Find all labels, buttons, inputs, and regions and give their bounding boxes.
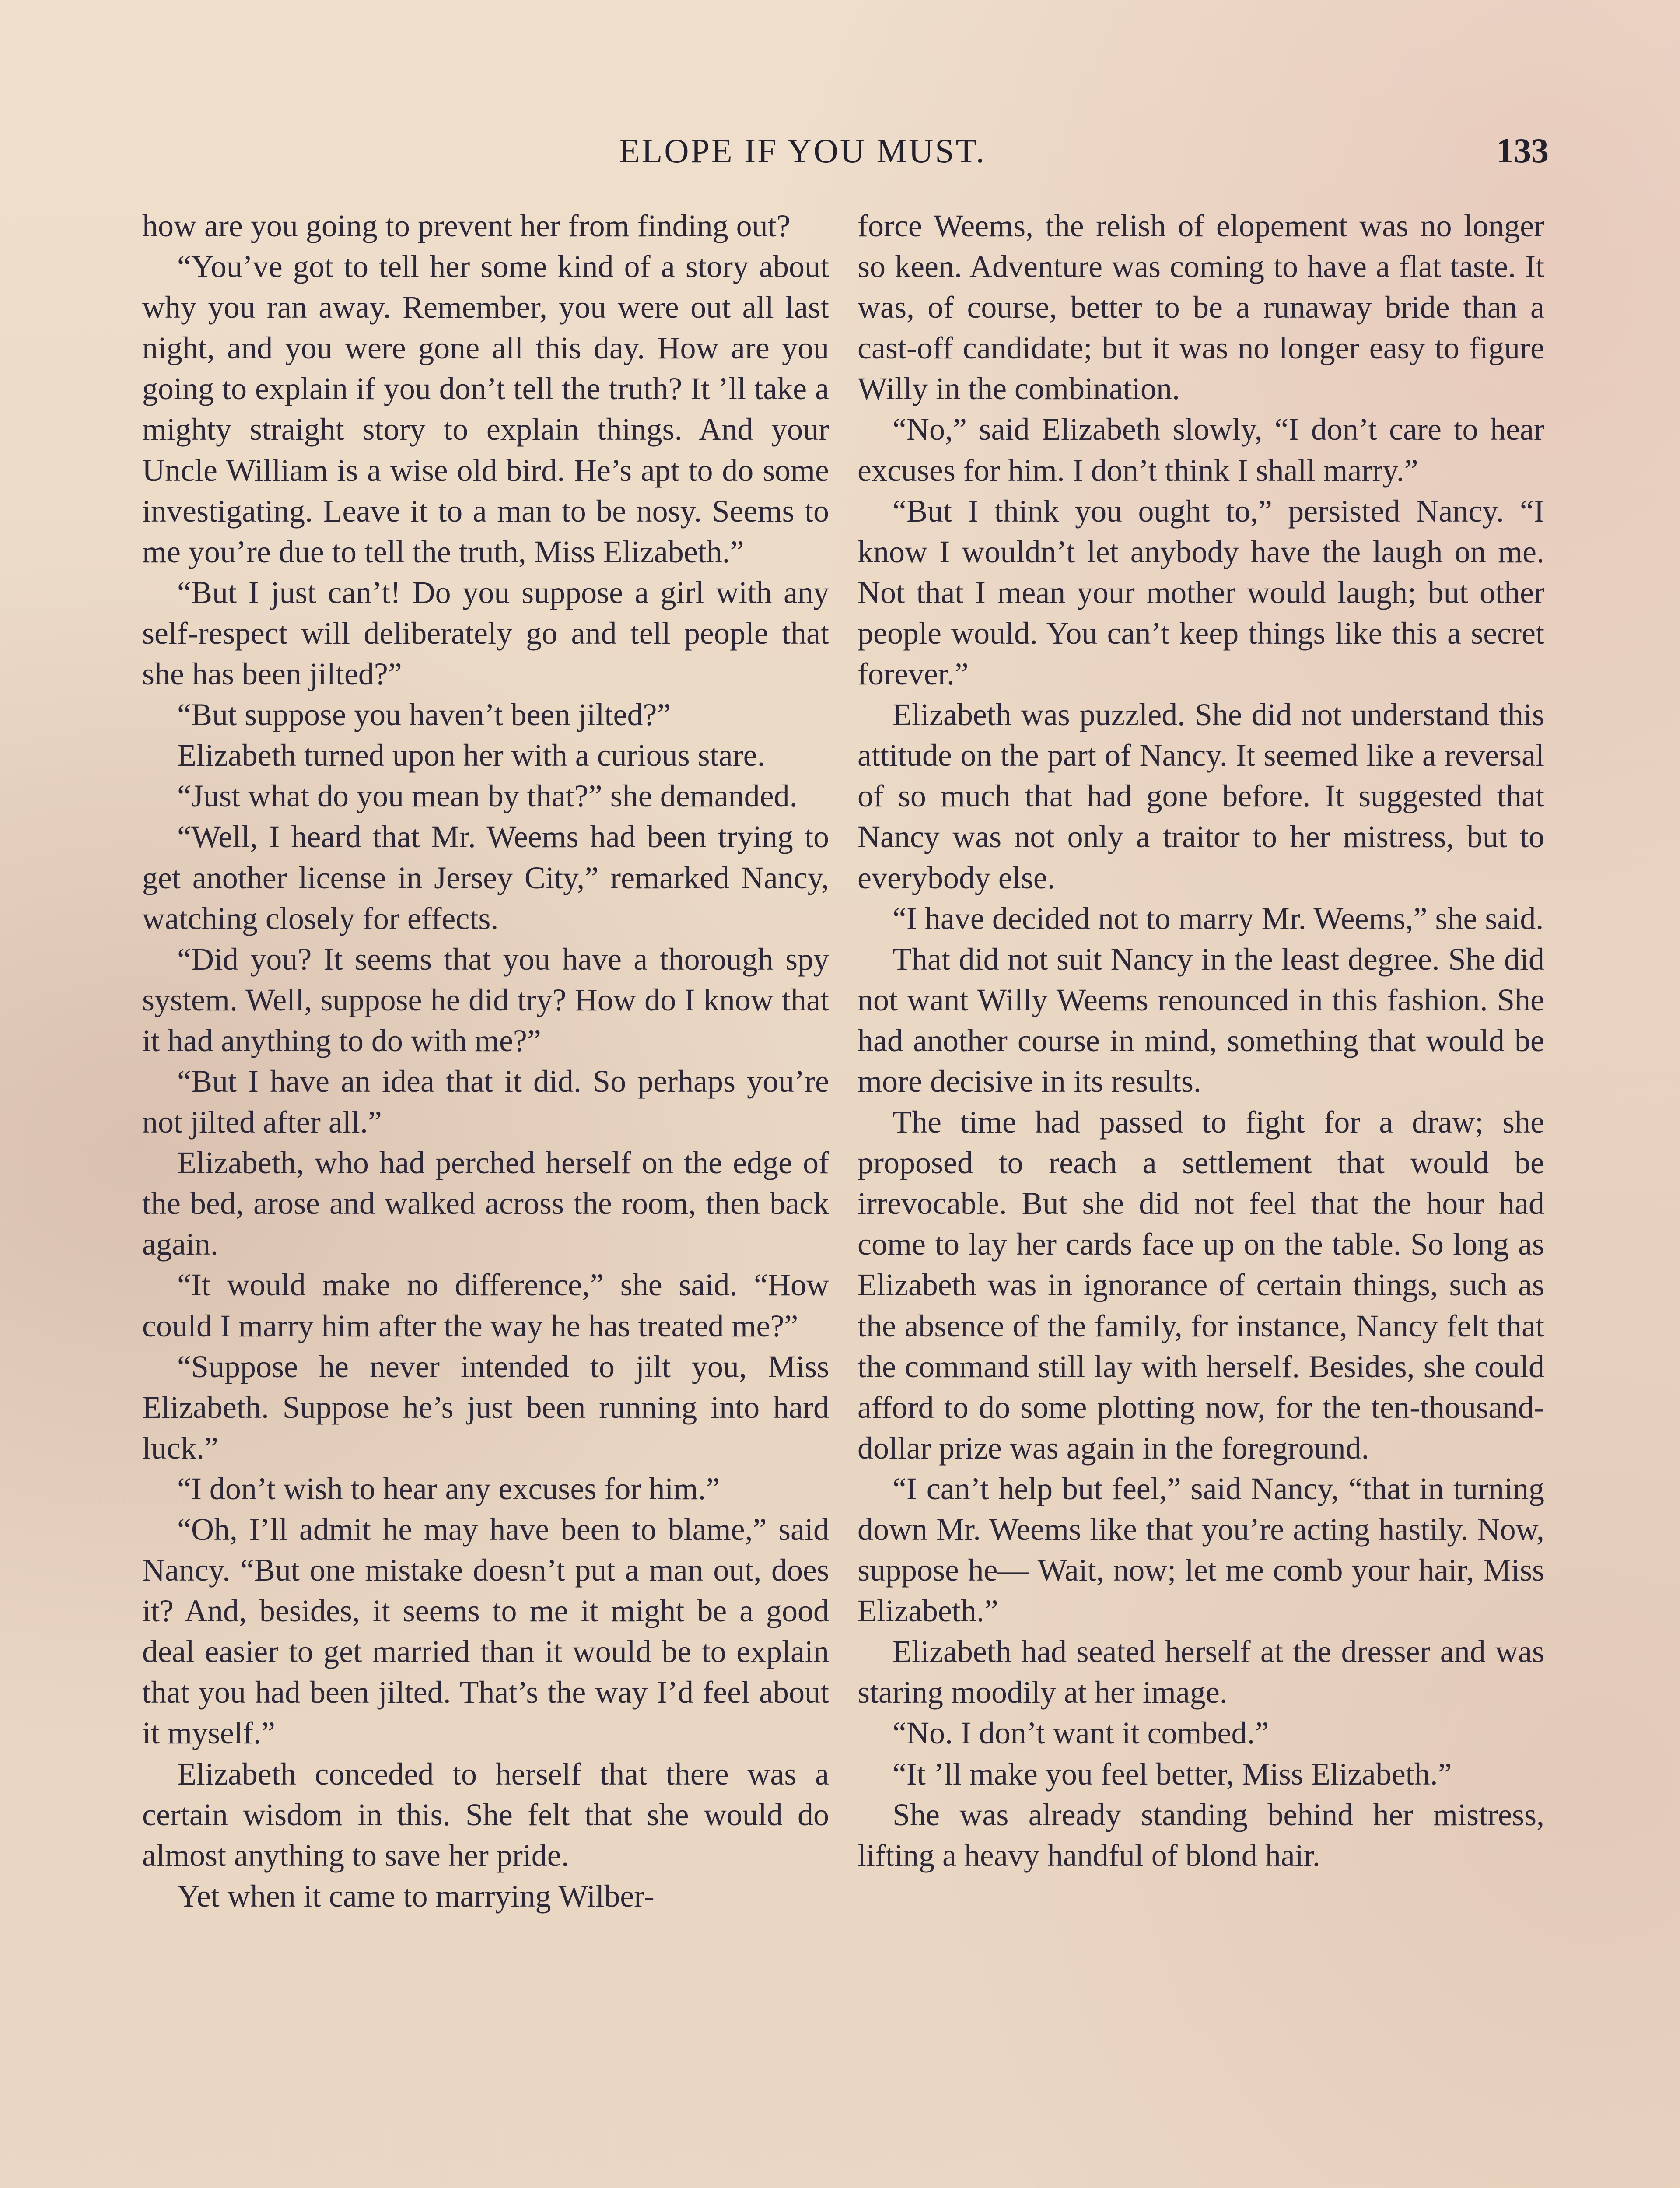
paragraph: “But I think you ought to,” persisted Nancy. “I know I wouldn’t let anybody have the laugh on me. Not that I mean your mother would laugh; but other people would. You can’t keep things like this a secret forever.” [858, 493, 1544, 692]
paragraph: Elizabeth turned upon her with a curious stare. [177, 738, 765, 773]
paragraph: “I can’t help but feel,” said Nancy, “that in turning down Mr. Weems like that you’re acting hastily. Now, suppose he— Wait, now; let me comb your hair, Miss Elizabeth.” [858, 1471, 1544, 1629]
paragraph: “But I have an idea that it did. So perhaps you’re not jilted after all.” [142, 1063, 829, 1140]
paragraph: “You’ve got to tell her some kind of a story about why you ran away. Remember, you were out all last night, and you were gone all this day. How are you going to explain if you don’t tell the truth? It ’ll take a mighty straight story to explain things. And your Uncle William is a wise old bird. He’s apt to do some investigating. Leave it to a man to be nosy. Seems to me you’re due to tell the truth, Miss Elizabeth.” [142, 249, 829, 569]
paragraph: Elizabeth had seated herself at the dresser and was staring moodily at her image. [858, 1634, 1544, 1710]
paragraph: She was already standing behind her mistress, lifting a heavy handful of blond hair. [858, 1797, 1544, 1873]
paragraph: “Did you? It seems that you have a thorough spy system. Well, suppose he did try? How do I know that it had anything to do with me?” [142, 941, 829, 1058]
paragraph: That did not suit Nancy in the least degree. She did not want Willy Weems renounced in this fashion. She had another course in mind, something that would be more decisive in its results. [858, 941, 1544, 1099]
paragraph: how are you going to prevent her from finding out? [142, 208, 791, 243]
paragraph: “It would make no difference,” she said. “How could I marry him after the way he has treated me?” [142, 1267, 829, 1343]
page-number: 133 [1496, 132, 1549, 170]
paragraph: Yet when it came to marrying Wilber- [177, 1878, 654, 1914]
paragraph: “But I just can’t! Do you suppose a girl with any self-respect will deliberately go and tell people that she has been jilted?” [142, 575, 829, 692]
paragraph: force Weems, the relish of elopement was no longer so keen. Adventure was coming to have a flat taste. It was, of course, better to be a runaway bride than a cast-off candidate; but it was no longer easy to figure Willy in the combination. [858, 208, 1544, 407]
paragraph: “Just what do you mean by that?” she demanded. [177, 778, 798, 814]
paragraph: Elizabeth was puzzled. She did not understand this attitude on the part of Nancy. It seemed like a reversal of so much that had gone before. It suggested that Nancy was not only a traitor to her mistress, but to everybody else. [858, 697, 1544, 895]
paragraph: Elizabeth, who had perched herself on the edge of the bed, arose and walked across the room, then back again. [142, 1145, 829, 1262]
text-column-right [858, 206, 1544, 1876]
paragraph: “But suppose you haven’t been jilted?” [177, 697, 671, 733]
paragraph: “Suppose he never intended to jilt you, Miss Elizabeth. Suppose he’s just been running into hard luck.” [142, 1349, 829, 1466]
running-head [140, 131, 1549, 179]
paragraph: The time had passed to fight for a draw; she proposed to reach a settlement that would be irrevocable. But she did not feel that the hour had come to lay her cards face up on the table. So long as Elizabeth was in ignorance of certain things, such as the absence of the family, for instance, Nancy felt that the command still lay with herself. Besides, she could afford to do some plotting now, for the ten-thousand-dollar prize was again in the foreground. [858, 1105, 1544, 1466]
paragraph: “No. I don’t want it combed.” [892, 1715, 1269, 1751]
chapter-title: ELOPE IF YOU MUST. [619, 132, 987, 170]
text-column-left [142, 206, 829, 1917]
paragraph: “Oh, I’ll admit he may have been to blame,” said Nancy. “But one mistake doesn’t put a man out, does it? And, besides, it seems to me it might be a good deal easier to get married than it would be to explain that you had been jilted. That’s the way I’d feel about it myself.” [142, 1512, 829, 1751]
paragraph: “It ’ll make you feel better, Miss Elizabeth.” [892, 1756, 1452, 1792]
paragraph: “Well, I heard that Mr. Weems had been trying to get another license in Jersey City,” remarked Nancy, watching closely for effects. [142, 819, 829, 936]
paragraph: “I don’t wish to hear any excuses for him.” [177, 1471, 720, 1506]
paragraph: “I have decided not to marry Mr. Weems,” she said. [892, 901, 1544, 936]
paragraph: Elizabeth conceded to herself that there was a certain wisdom in this. She felt that she would do almost anything to save her pride. [142, 1756, 829, 1873]
paragraph: “No,” said Elizabeth slowly, “I don’t care to hear excuses for him. I don’t think I shall marry.” [858, 412, 1544, 488]
